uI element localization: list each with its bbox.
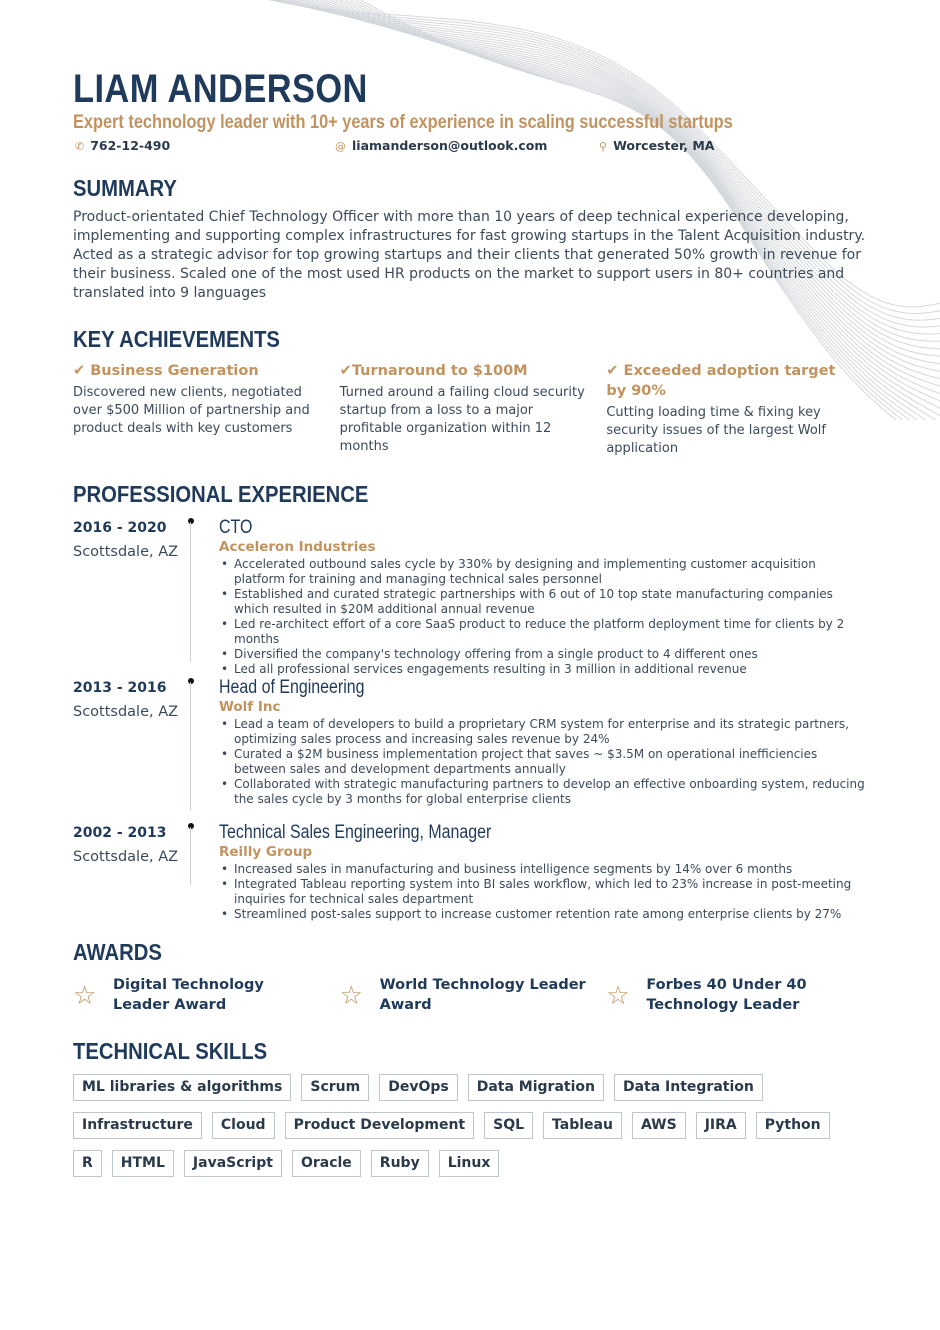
skill-tag: R	[73, 1150, 102, 1177]
experience-heading: PROFESSIONAL EXPERIENCE	[73, 481, 369, 507]
experience-bullet: • Established and curated strategic partnerships with 6 out of 10 top state manufacturing companies which resulted in $20M additional annual revenue	[219, 587, 869, 617]
achievement-item	[73, 361, 340, 458]
awards-list	[73, 975, 873, 1015]
phone-value: 762-12-490	[90, 138, 171, 153]
skill-tag: Product Development	[285, 1112, 475, 1139]
experience-bullet: • Diversified the company's technology offering from a single product to 4 different ones	[219, 647, 869, 662]
achievement-title: ✔ Exceeded adoption target by 90%	[606, 363, 836, 399]
skill-tag: Oracle	[292, 1150, 361, 1177]
experience-location: Scottsdale, AZ	[73, 849, 179, 865]
summary-section	[73, 174, 873, 303]
experience-bullet: • Accelerated outbound sales cycle by 330% by designing and implementing customer acquisition platform for training and managing technical sales personnel	[219, 557, 869, 587]
experience-bullet: • Led all professional services engagements resulting in 3 million in additional revenue	[219, 662, 869, 677]
awards-heading: AWARDS	[73, 939, 162, 965]
experience-bullets	[219, 557, 869, 677]
experience-company: Acceleron Industries	[219, 539, 376, 555]
skill-tag: DevOps	[379, 1074, 458, 1101]
experience-bullet: • Increased sales in manufacturing and business intelligence segments by 14% over 6 months	[219, 862, 869, 877]
skill-tag: AWS	[632, 1112, 686, 1139]
award-item	[73, 975, 340, 1015]
experience-entry	[73, 678, 873, 823]
timeline-line	[190, 522, 191, 662]
experience-bullet: • Integrated Tableau reporting system into BI sales workflow, which led to 23% increase in post-meeting inquiries for technical sales department	[219, 877, 869, 907]
experience-dates: 2013 - 2016	[73, 680, 167, 696]
skill-tag: ML libraries & algorithms	[73, 1074, 291, 1101]
skill-tag: Data Integration	[614, 1074, 763, 1101]
skill-tag: Data Migration	[468, 1074, 604, 1101]
experience-bullets	[219, 717, 869, 807]
summary-heading: SUMMARY	[73, 175, 177, 201]
achievements-list	[73, 361, 873, 458]
experience-location: Scottsdale, AZ	[73, 704, 179, 720]
skill-tag: Scrum	[301, 1074, 369, 1101]
experience-bullet: • Collaborated with strategic manufacturing partners to develop an effective onboarding system, reducing the sales cycle by 3 months for global enterprise clients	[219, 777, 869, 807]
achievement-item	[606, 361, 873, 458]
experience-meta	[73, 678, 191, 823]
skills-list	[73, 1074, 873, 1188]
skill-tag: Linux	[439, 1150, 500, 1177]
timeline-dot	[188, 518, 194, 524]
location-value: Worcester, MA	[613, 138, 715, 153]
experience-location: Scottsdale, AZ	[73, 544, 179, 560]
experience-role: Head of Engineering	[219, 677, 365, 698]
skills-heading: TECHNICAL SKILLS	[73, 1038, 268, 1064]
skill-tag: Python	[756, 1112, 830, 1139]
experience-bullet: • Lead a team of developers to build a proprietary CRM system for enterprise and its strategic partners, optimizing sales process and increasing sales revenue by 24%	[219, 717, 869, 747]
resume-header	[73, 66, 873, 156]
experience-bullet: • Curated a $2M business implementation project that saves ~ $3.5M on operational inefficiencies between sales and development departments annually	[219, 747, 869, 777]
experience-bullets	[219, 862, 869, 922]
experience-bullet: • Streamlined post-sales support to increase customer retention rate among enterprise clients by 27%	[219, 907, 869, 922]
experience-details	[219, 678, 869, 823]
achievement-item	[340, 361, 607, 458]
star-icon: ☆	[73, 981, 97, 1011]
contact-phone	[75, 138, 170, 153]
experience-details	[219, 823, 869, 923]
contact-location	[599, 138, 714, 153]
experience-meta	[73, 518, 191, 678]
star-icon: ☆	[339, 981, 363, 1011]
skill-tag: JavaScript	[184, 1150, 282, 1177]
achievement-title: ✔Turnaround to $100M	[339, 363, 528, 379]
experience-entry	[73, 518, 873, 678]
star-icon: ☆	[606, 981, 630, 1011]
candidate-tagline: Expert technology leader with 10+ years of experience in scaling successful startups	[73, 112, 733, 133]
experience-dates: 2016 - 2020	[73, 520, 167, 536]
skills-section	[73, 1037, 873, 1188]
achievements-section	[73, 325, 873, 458]
award-item	[340, 975, 607, 1015]
timeline-line	[190, 682, 191, 810]
experience-meta	[73, 823, 191, 923]
skill-tag: SQL	[484, 1112, 533, 1139]
contact-info	[73, 136, 873, 156]
experience-bullet: • Led re-architect effort of a core SaaS product to reduce the platform deployment time for clients by 2 months	[219, 617, 869, 647]
award-label: Digital Technology Leader Award	[113, 977, 264, 1013]
email-icon: @	[335, 140, 346, 153]
skill-tag: Infrastructure	[73, 1112, 202, 1139]
experience-details	[219, 518, 869, 678]
experience-company: Reilly Group	[219, 844, 313, 860]
achievements-heading: KEY ACHIEVEMENTS	[73, 326, 280, 352]
skill-tag: JIRA	[696, 1112, 746, 1139]
experience-role: Technical Sales Engineering, Manager	[219, 822, 492, 843]
skill-tag: HTML	[112, 1150, 174, 1177]
skill-tag: Tableau	[543, 1112, 622, 1139]
achievement-description: Turned around a failing cloud security startup from a loss to a major profitable organization within 12 months	[339, 385, 585, 454]
award-label: World Technology Leader Award	[379, 977, 586, 1013]
award-item	[606, 975, 873, 1015]
achievement-description: Cutting loading time & fixing key security issues of the largest Wolf application	[606, 405, 826, 456]
experience-section	[73, 480, 873, 923]
phone-icon: ✆	[75, 140, 85, 153]
timeline-dot	[188, 678, 194, 684]
skill-tag: Ruby	[371, 1150, 429, 1177]
experience-company: Wolf Inc	[219, 699, 281, 715]
contact-email[interactable]	[335, 138, 547, 153]
candidate-name: LIAM ANDERSON	[73, 67, 368, 111]
award-label: Forbes 40 Under 40 Technology Leader	[646, 977, 807, 1013]
skill-tag: Cloud	[212, 1112, 275, 1139]
experience-role: CTO	[219, 517, 253, 538]
achievement-title: ✔ Business Generation	[73, 363, 259, 379]
achievement-description: Discovered new clients, negotiated over $500 Million of partnership and product deals with key customers	[73, 385, 310, 436]
email-value[interactable]: liamanderson@outlook.com	[352, 138, 548, 153]
location-icon: ⚲	[599, 140, 608, 153]
experience-dates: 2002 - 2013	[73, 825, 167, 841]
awards-section	[73, 938, 873, 1015]
experience-entry	[73, 823, 873, 923]
timeline-line	[190, 827, 191, 885]
resume-page	[73, 66, 873, 1188]
summary-text: Product-orientated Chief Technology Officer with more than 10 years of deep technical experience developing, implementing and supporting complex infrastructures for fast growing startups in the Talent Acquisition industry. Acted as a strategic advisor for top growing startups and their clients that generated 50% growth in revenue for their business. Scaled one of the most used HR products on the market to support users in 80+ countries and translated into 9 languages	[73, 209, 866, 301]
timeline-dot	[188, 823, 194, 829]
